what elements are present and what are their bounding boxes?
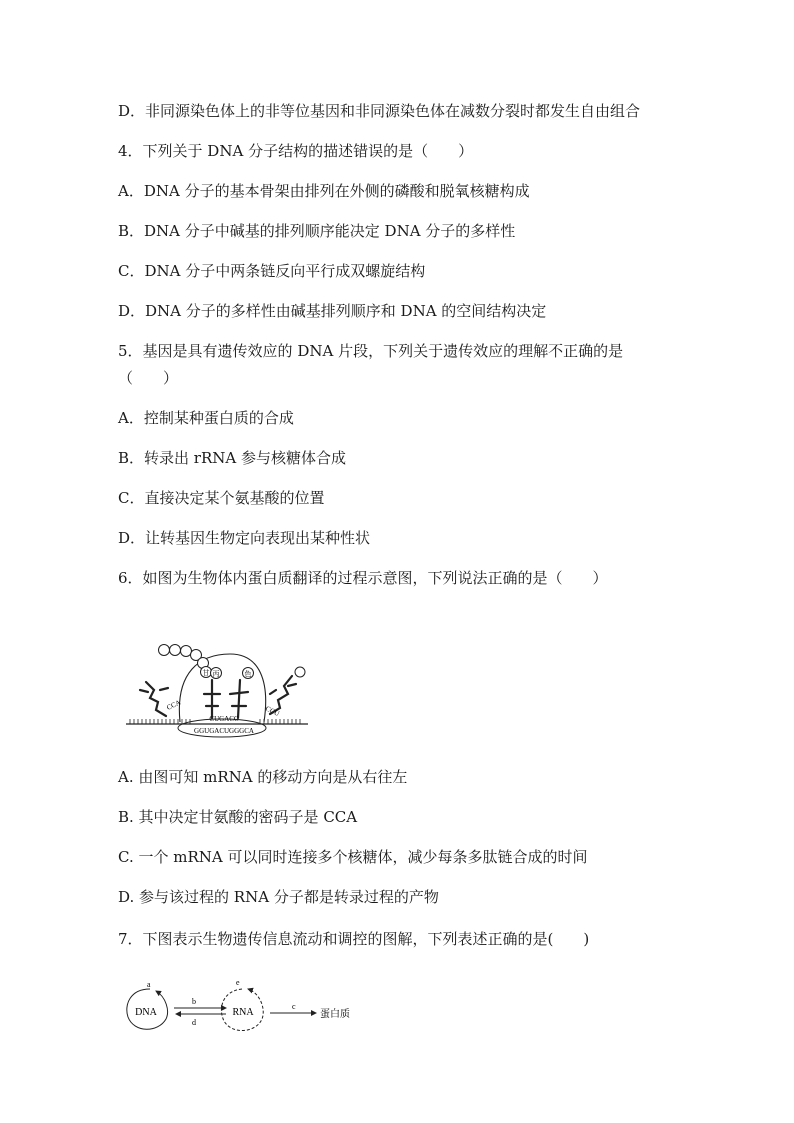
q3-option-d: D．非同源染色体上的非等位基因和非同源染色体在减数分裂时都发生自由组合 xyxy=(118,102,641,120)
q7-stem: 7．下图表示生物遗传信息流动和调控的图解，下列表述正确的是( ) xyxy=(118,930,590,948)
q5-option-a: A．控制某种蛋白质的合成 xyxy=(118,409,294,427)
q5-stem-brackets: （ ） xyxy=(118,369,179,387)
label-c: c xyxy=(292,1002,296,1011)
translation-diagram xyxy=(120,632,320,742)
q6-option-d: D. 参与该过程的 RNA 分子都是转录过程的产物 xyxy=(118,888,439,906)
peptide-chain xyxy=(159,645,209,669)
node-rna: RNA xyxy=(232,1007,254,1018)
trna-middle-1 xyxy=(204,680,220,718)
ribosome-outline xyxy=(179,654,265,722)
q4-option-c: C．DNA 分子中两条链反向平行成双螺旋结构 xyxy=(118,262,426,280)
q4-option-a: A．DNA 分子的基本骨架由排列在外侧的磷酸和脱氧核糖构成 xyxy=(118,182,530,200)
label-b: b xyxy=(192,997,196,1006)
label-d: d xyxy=(192,1018,196,1027)
q6-option-a: A. 由图可知 mRNA 的移动方向是从右往左 xyxy=(118,768,408,786)
q4-option-d: D．DNA 分子的多样性由碱基排列顺序和 DNA 的空间结构决定 xyxy=(118,302,547,320)
trna-middle-2 xyxy=(230,680,248,718)
node-dna: DNA xyxy=(135,1007,157,1018)
q6-option-c: C. 一个 mRNA 可以同时连接多个核糖体，减少每条多肽链合成的时间 xyxy=(118,848,588,866)
mrna-sequence: GGUGACUGGGCA xyxy=(194,727,254,735)
q5-option-c: C．直接决定某个氨基酸的位置 xyxy=(118,489,325,507)
aa-label-1: 甘 xyxy=(202,669,210,677)
aa-label-2: 丙 xyxy=(212,670,220,678)
aa-label-3: 色 xyxy=(244,670,252,678)
q6-option-b: B. 其中决定甘氨酸的密码子是 CCA xyxy=(118,808,358,826)
q5-option-d: D．让转基因生物定向表现出某种性状 xyxy=(118,529,371,547)
anticodon-left: CCA xyxy=(165,698,182,712)
node-protein: 蛋白质 xyxy=(320,1009,350,1020)
label-a: a xyxy=(147,980,151,989)
trna-left xyxy=(140,682,168,716)
inside-codons: CUGACC xyxy=(209,715,239,723)
q5-option-b: B．转录出 rRNA 参与核糖体合成 xyxy=(118,449,346,467)
amino-acid-incoming xyxy=(295,667,305,677)
q4-stem: 4．下列关于 DNA 分子结构的描述错误的是（ ） xyxy=(118,142,474,160)
q4-option-b: B．DNA 分子中碱基的排列顺序能决定 DNA 分子的多样性 xyxy=(118,222,516,240)
label-e: e xyxy=(236,978,240,987)
q5-stem: 5．基因是具有遗传效应的 DNA 片段，下列关于遗传效应的理解不正确的是 xyxy=(118,342,624,360)
anticodon-right: CCU xyxy=(264,704,281,718)
q6-stem: 6．如图为生物体内蛋白质翻译的过程示意图，下列说法正确的是（ ） xyxy=(118,569,608,587)
information-flow-diagram xyxy=(120,975,370,1045)
